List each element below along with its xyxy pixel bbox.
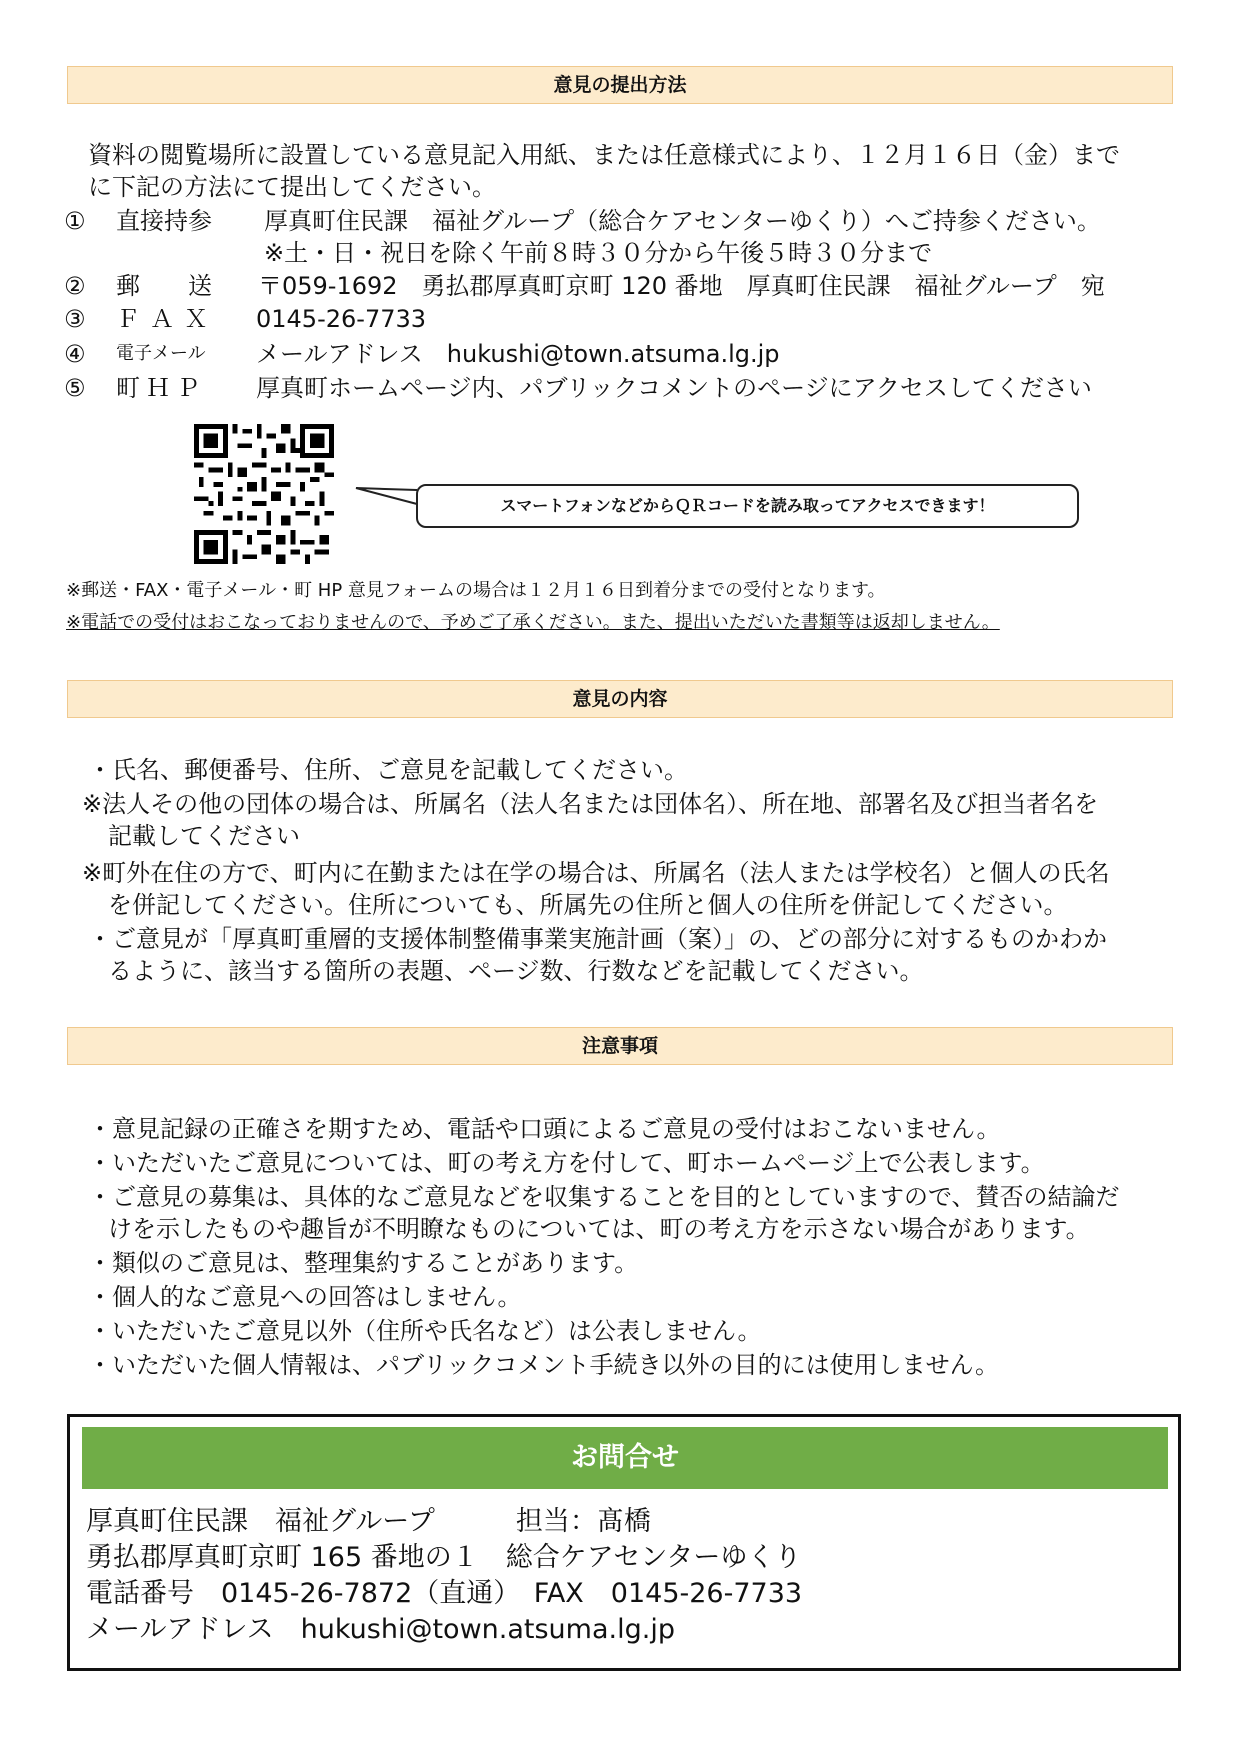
content-line: を併記してください。住所についても、所属先の住所と個人の住所を併記してください。 [108,891,1068,919]
phone-note: ※電話での受付はおこなっておりませんので、予めご了承ください。また、提出いただいた書類等は返却しません。 [66,612,1000,633]
notes-line: けを示したものや趣旨が不明瞭なものについては、町の考え方を示さない場合があります。 [108,1215,1090,1243]
method-4-number: ④ [64,340,86,368]
content-line: ・氏名、郵便番号、住所、ご意見を記載してください。 [88,756,688,784]
contact-email[interactable]: メールアドレス hukushi@town.atsuma.lg.jp [86,1614,675,1645]
notes-line: ・いただいたご意見以外（住所や氏名など）は公表しません。 [88,1317,762,1345]
method-1-text: 厚真町住民課 福祉グループ（総合ケアセンターゆくり）へご持参ください。 [264,207,1101,235]
method-3-number: ③ [64,305,86,333]
method-5-number: ⑤ [64,374,86,402]
contact-box [67,1414,1181,1671]
notes-line: ・類似のご意見は、整理集約することがあります。 [88,1249,639,1277]
content-line: 記載してください [108,822,300,850]
method-1-label: 直接持参 [116,207,212,235]
method-3-text: 0145-26-7733 [256,305,427,333]
deadline-note: ※郵送・FAX・電子メール・町 HP 意見フォームの場合は１２月１６日到着分までの受付となります。 [66,580,886,601]
method-1-number: ① [64,207,86,235]
method-2-text: 〒059-1692 勇払郡厚真町京町 120 番地 厚真町住民課 福祉グループ 宛 [258,272,1105,300]
content-line: ※町外在住の方で、町内に在勤または在学の場合は、所属名（法人または学校名）と個人の氏名 [82,859,1110,887]
intro-line-2: に下記の方法にて提出してください。 [88,173,496,201]
notes-line: ・意見記録の正確さを期すため、電話や口頭によるご意見の受付はおこないません。 [88,1115,1001,1143]
method-5-label: 町ＨＰ [116,374,206,402]
notes-line: ・個人的なご意見への回答はしません。 [88,1283,522,1311]
qr-code-icon[interactable] [194,424,334,564]
bubble-pointer-icon [354,484,424,514]
method-4-text[interactable]: メールアドレス hukushi@town.atsuma.lg.jp [256,340,780,368]
contact-department: 厚真町住民課 福祉グループ 担当：髙橋 [86,1506,651,1537]
method-3-label: ＦＡＸ [116,305,218,333]
content-line: ※法人その他の団体の場合は、所属名（法人名または団体名）、所在地、部署名及び担当者名を [82,790,1099,818]
method-2-number: ② [64,272,86,300]
notes-line: ・いただいた個人情報は、パブリックコメント手続き以外の目的には使用しません。 [88,1351,1000,1379]
section-heading-notes: 注意事項 [67,1027,1173,1065]
content-line: ・ご意見が「厚真町重層的支援体制整備事業実施計画（案）」の、どの部分に対するものかわか [88,925,1108,953]
contact-address: 勇払郡厚真町京町 165 番地の１ 総合ケアセンターゆくり [86,1542,802,1573]
notes-line: ・ご意見の募集は、具体的なご意見などを収集することを目的としていますので、賛否の結論だ [88,1183,1120,1211]
method-4-label: 電子メール [116,343,206,364]
contact-phone: 電話番号 0145-26-7872（直通） FAX 0145-26-7733 [86,1578,803,1609]
method-2-label: 郵 送 [116,272,212,300]
method-5-text: 厚真町ホームページ内、パブリックコメントのページにアクセスしてください [256,374,1092,402]
qr-bubble: スマートフォンなどからＱＲコードを読み取ってアクセスできます！ [416,484,1079,528]
contact-heading: お問合せ [82,1427,1168,1489]
section-heading-content: 意見の内容 [67,680,1173,718]
intro-line-1: 資料の閲覧場所に設置している意見記入用紙、または任意様式により、１２月１６日（金）まで [88,141,1120,169]
content-line: るように、該当する箇所の表題、ページ数、行数などを記載してください。 [108,957,924,985]
section-heading-submission: 意見の提出方法 [67,66,1173,104]
notes-line: ・いただいたご意見については、町の考え方を付して、町ホームページ上で公表します。 [88,1149,1045,1177]
hours-note: ※土・日・祝日を除く午前８時３０分から午後５時３０分まで [264,239,933,267]
